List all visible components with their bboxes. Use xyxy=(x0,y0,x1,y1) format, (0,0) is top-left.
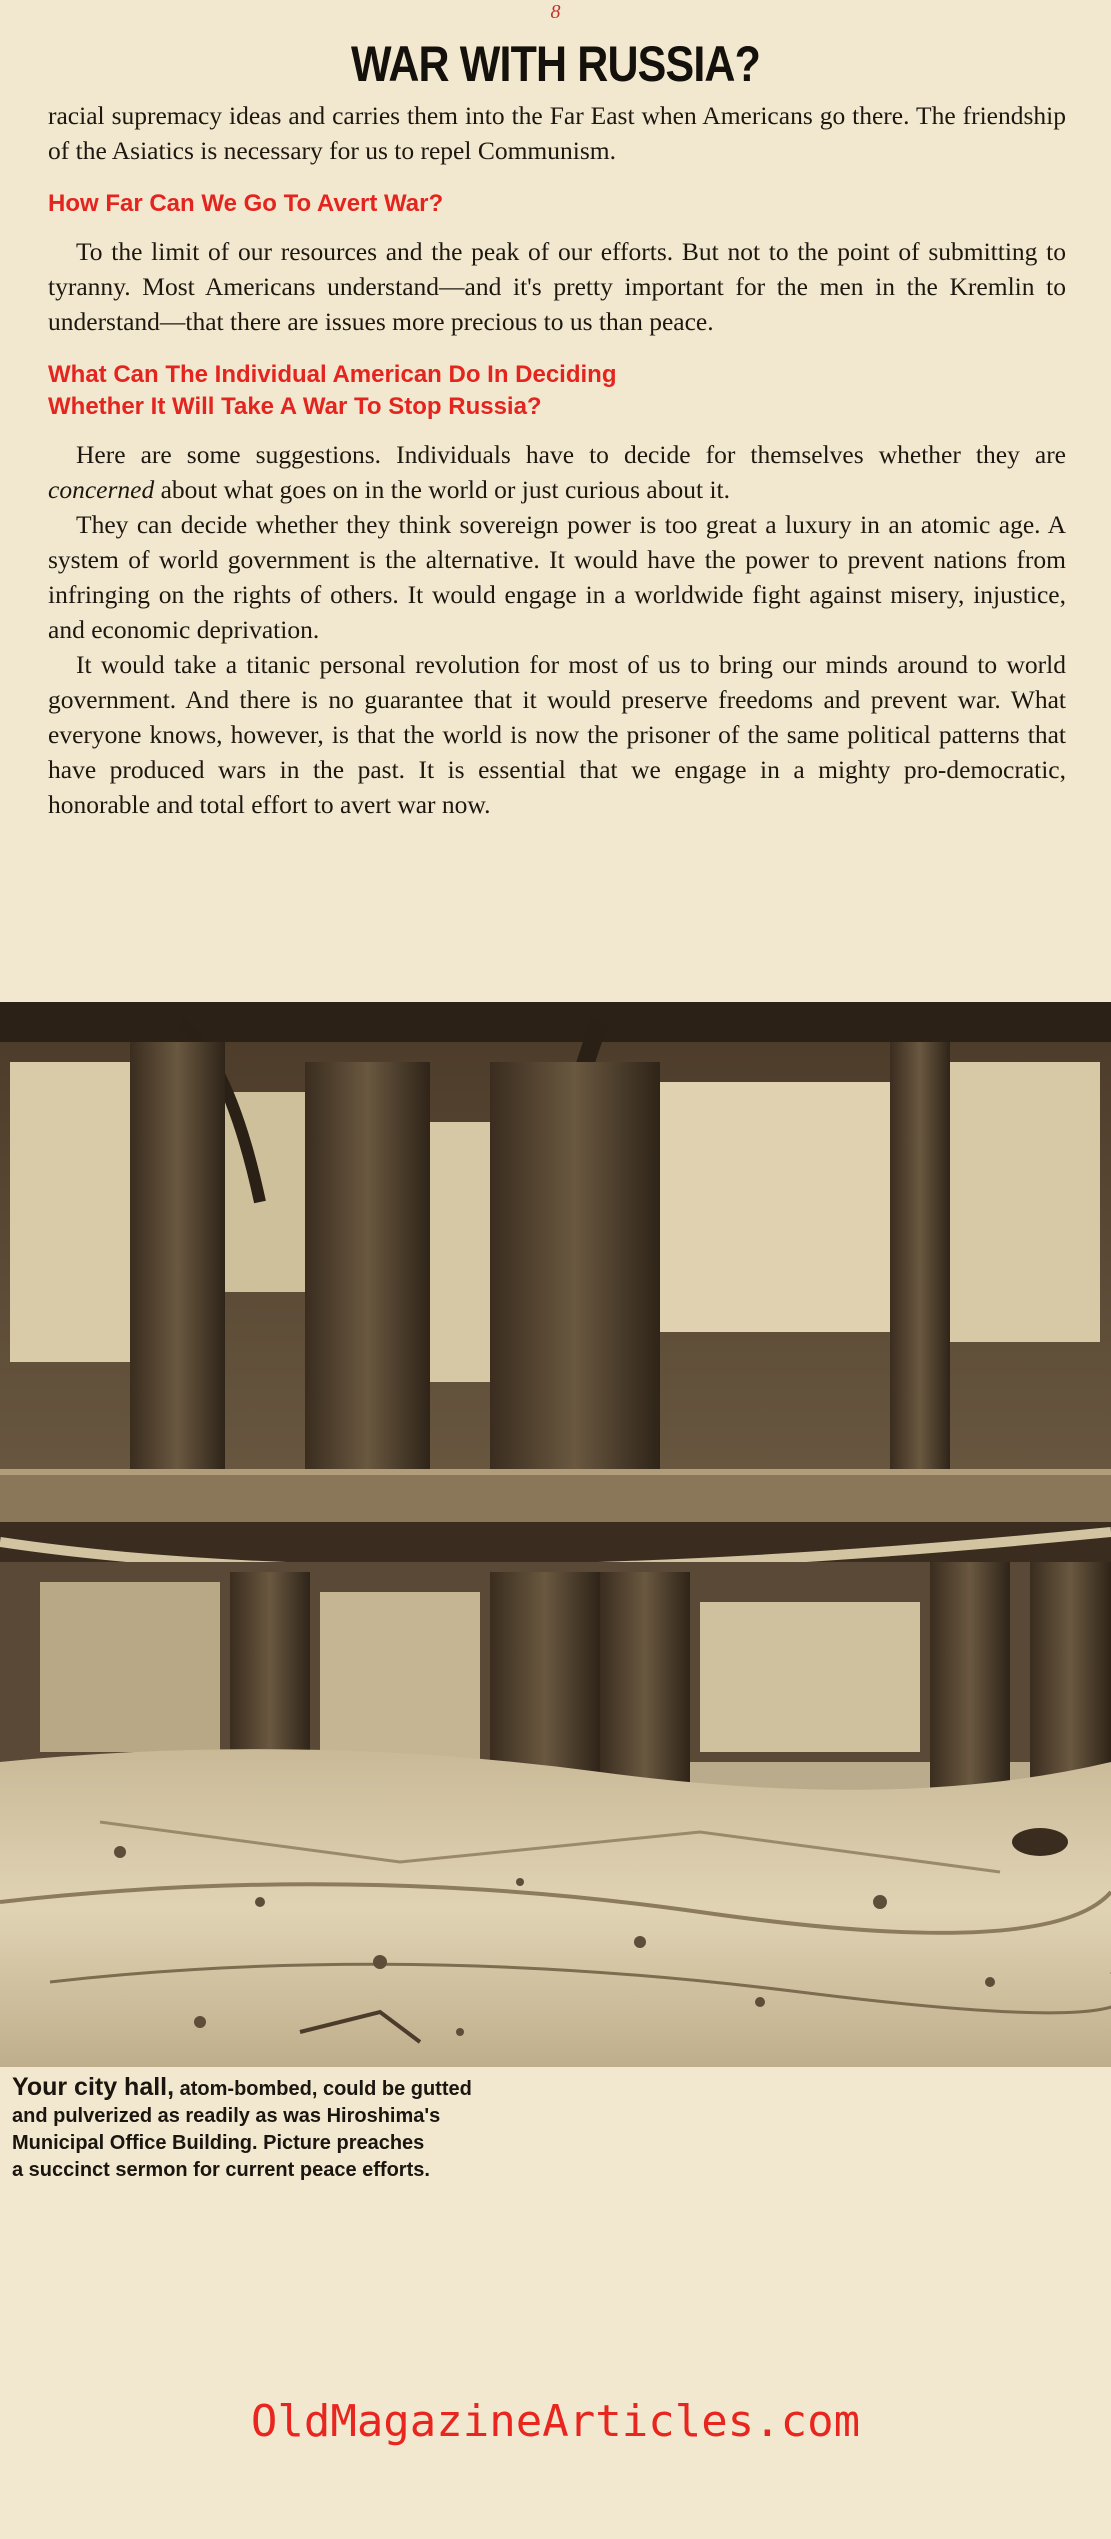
section-heading-line: Whether It Will Take A War To Stop Russia? xyxy=(48,393,542,420)
page-number: 8 xyxy=(550,1,561,23)
caption-line: a succinct sermon for current peace efforts. xyxy=(12,2159,430,2181)
paragraph-text: Here are some suggestions. Individuals have to decide for themselves whether they are xyxy=(76,440,1066,469)
section-heading-line: What Can The Individual American Do In Deciding xyxy=(48,361,617,388)
paragraph-avert-war: To the limit of our resources and the peak of our efforts. But not to the point of submitting to tyranny. Most Americans understand—and it's pretty important for the men in the Kremlin to understand—that there are issues more precious to us than peace. xyxy=(48,237,1066,336)
caption-line xyxy=(12,2074,612,2103)
paragraph-text: about what goes on in the world or just curious about it. xyxy=(154,475,730,504)
intro-paragraph: racial supremacy ideas and carries them into the Far East when Americans go there. The friendship of the Asiatics is necessary for us to repel Communism. xyxy=(48,101,1066,165)
paragraph-world-government: It would take a titanic personal revolution for most of us to bring our minds around to world government. And there is no guarantee that it would preserve freedoms and prevent war. What everyone knows, however, is that the world is now the prisoner of the same political patterns that have produced wars in the past. It is essential that we engage in a mighty pro-democratic, honorable and total effort to avert war now. xyxy=(48,650,1066,819)
article-body xyxy=(48,98,1066,822)
caption-text: atom-bombed, could be gutted xyxy=(174,2078,472,2100)
photo-hiroshima-ruins xyxy=(0,1002,1111,2067)
headline: WAR WITH RUSSIA? xyxy=(350,36,761,92)
site-watermark: OldMagazineArticles.com xyxy=(250,2396,861,2447)
section-heading-individual-american xyxy=(48,359,1066,423)
photo-caption xyxy=(12,2074,612,2184)
caption-lead: Your city hall, xyxy=(12,2073,175,2101)
caption-line: Municipal Office Building. Picture preaches xyxy=(12,2132,425,2154)
caption-line: and pulverized as readily as was Hiroshima's xyxy=(12,2105,441,2127)
section-heading-avert-war xyxy=(48,188,1066,220)
photo-illustration xyxy=(0,1002,1111,2067)
paragraph-suggestions xyxy=(48,437,1066,507)
emphasis-word: concerned xyxy=(48,475,155,504)
paragraph-sovereign-power: They can decide whether they think sovereign power is too great a luxury in an atomic age. A system of world government is the alternative. It would have the power to prevent nations from infringing on the rights of others. It would engage in a worldwide fight against misery, injustice, and economic deprivation. xyxy=(48,510,1066,644)
section-heading-line: How Far Can We Go To Avert War? xyxy=(48,190,444,217)
